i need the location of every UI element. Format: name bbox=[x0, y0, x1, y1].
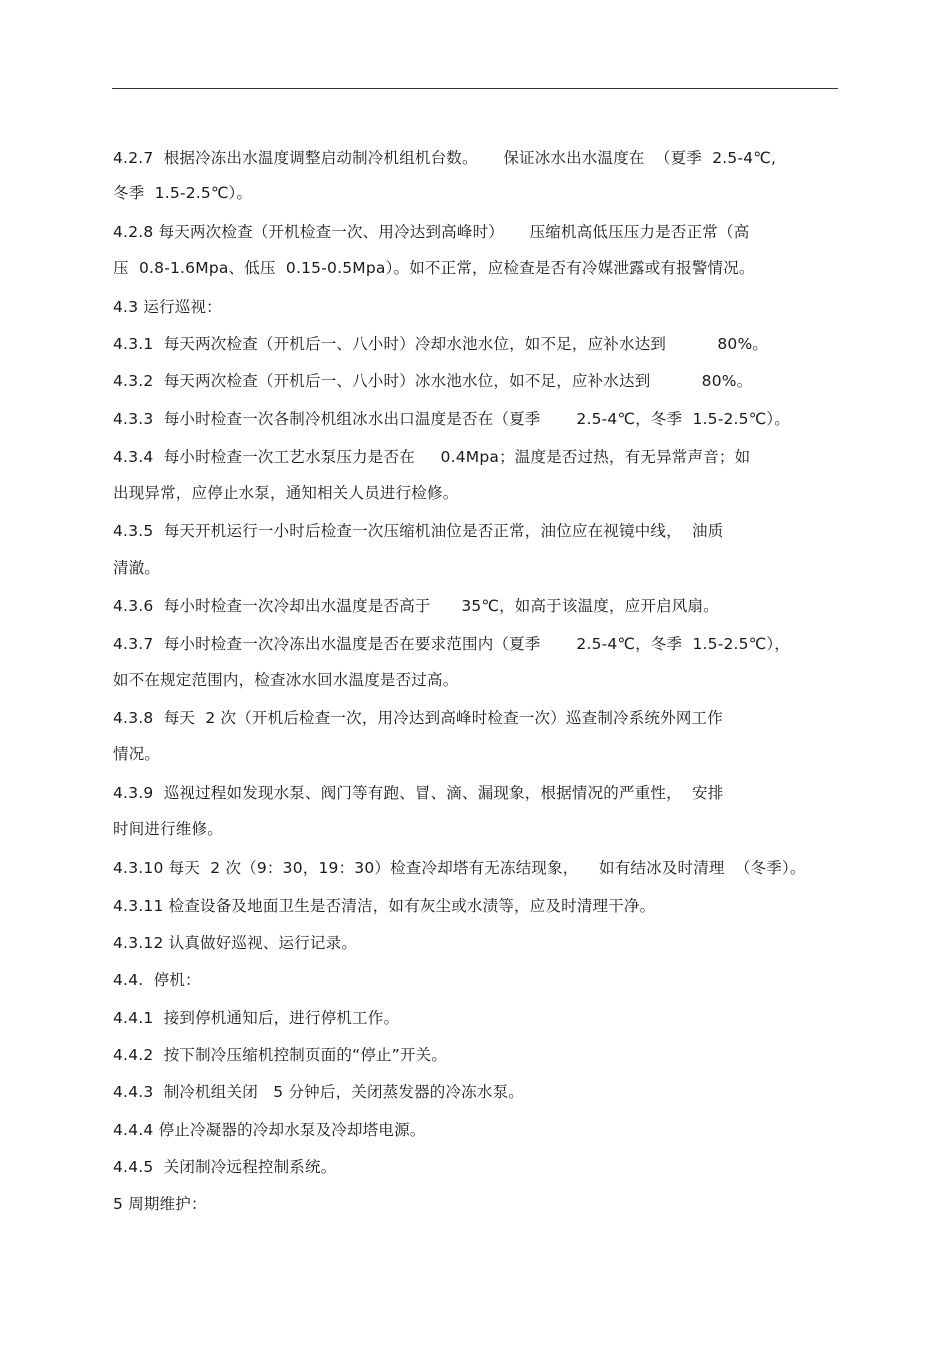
text-line: 4.3.7 每小时检查一次冷冻出水温度是否在要求范围内（夏季 2.5-4℃，冬季 1.5-2.5℃）， bbox=[113, 635, 791, 653]
text-line: 4.3.10 每天 2 次（9：30，19：30）检查冷却塔有无冻结现象， 如有结冰及时清理 （冬季）。 bbox=[113, 859, 806, 877]
section-heading: 4.4. 停机： bbox=[113, 971, 201, 989]
text-line: 情况。 bbox=[113, 745, 161, 763]
text-line: 4.3.3 每小时检查一次各制冷机组冰水出口温度是否在（夏季 2.5-4℃，冬季 1.5-2.5℃）。 bbox=[113, 410, 791, 428]
text-line: 4.3.11 检查设备及地面卫生是否清洁，如有灰尘或水渍等，应及时清理干净。 bbox=[113, 897, 656, 915]
text-line: 4.3.1 每天两次检查（开机后一、八小时）冷却水池水位，如不足，应补水达到 80%。 bbox=[113, 335, 769, 353]
text-line: 4.4.4 停止冷凝器的冷却水泵及冷却塔电源。 bbox=[113, 1121, 426, 1139]
text-line: 4.3.12 认真做好巡视、运行记录。 bbox=[113, 934, 358, 952]
text-line: 4.3.4 每小时检查一次工艺水泵压力是否在 0.4Mpa；温度是否过热，有无异常声音；如 bbox=[113, 448, 751, 466]
header-rule bbox=[112, 88, 838, 89]
text-line: 4.4.5 关闭制冷远程控制系统。 bbox=[113, 1158, 337, 1176]
text-line: 4.3.6 每小时检查一次冷却出水温度是否高于 35℃，如高于该温度，应开启风扇。 bbox=[113, 597, 719, 615]
text-line: 4.4.1 接到停机通知后，进行停机工作。 bbox=[113, 1009, 400, 1027]
text-line: 压 0.8-1.6Mpa、低压 0.15-0.5Mpa）。如不正常，应检查是否有冷媒泄露或有报警情况。 bbox=[113, 259, 755, 277]
text-line: 清澈。 bbox=[113, 559, 161, 577]
section-heading: 5 周期维护： bbox=[113, 1195, 207, 1213]
section-heading: 4.3 运行巡视： bbox=[113, 298, 222, 316]
text-line: 4.3.5 每天开机运行一小时后检查一次压缩机油位是否正常，油位应在视镜中线， 油质 bbox=[113, 522, 724, 540]
text-line: 4.3.2 每天两次检查（开机后一、八小时）冰水池水位，如不足，应补水达到 80%。 bbox=[113, 372, 753, 390]
text-line: 4.2.8 每天两次检查（开机检查一次、用冷达到高峰时） 压缩机高低压压力是否正常（高 bbox=[113, 223, 750, 241]
text-line: 如不在规定范围内，检查冰水回水温度是否过高。 bbox=[113, 671, 459, 689]
text-line: 4.4.2 按下制冷压缩机控制页面的“停止”开关。 bbox=[113, 1046, 448, 1064]
text-line: 4.2.7 根据冷冻出水温度调整启动制冷机组机台数。 保证冰水出水温度在 （夏季 2.5-4℃, bbox=[113, 149, 777, 167]
text-line: 时间进行维修。 bbox=[113, 820, 223, 838]
text-line: 4.3.8 每天 2 次（开机后检查一次，用冷达到高峰时检查一次）巡查制冷系统外网工作 bbox=[113, 709, 723, 727]
text-line: 4.4.3 制冷机组关闭 5 分钟后，关闭蒸发器的冷冻水泵。 bbox=[113, 1083, 524, 1101]
text-line: 出现异常，应停止水泵，通知相关人员进行检修。 bbox=[113, 484, 459, 502]
text-line: 4.3.9 巡视过程如发现水泵、阀门等有跑、冒、滴、漏现象，根据情况的严重性， 安排 bbox=[113, 784, 724, 802]
text-line: 冬季 1.5-2.5℃）。 bbox=[113, 184, 253, 202]
